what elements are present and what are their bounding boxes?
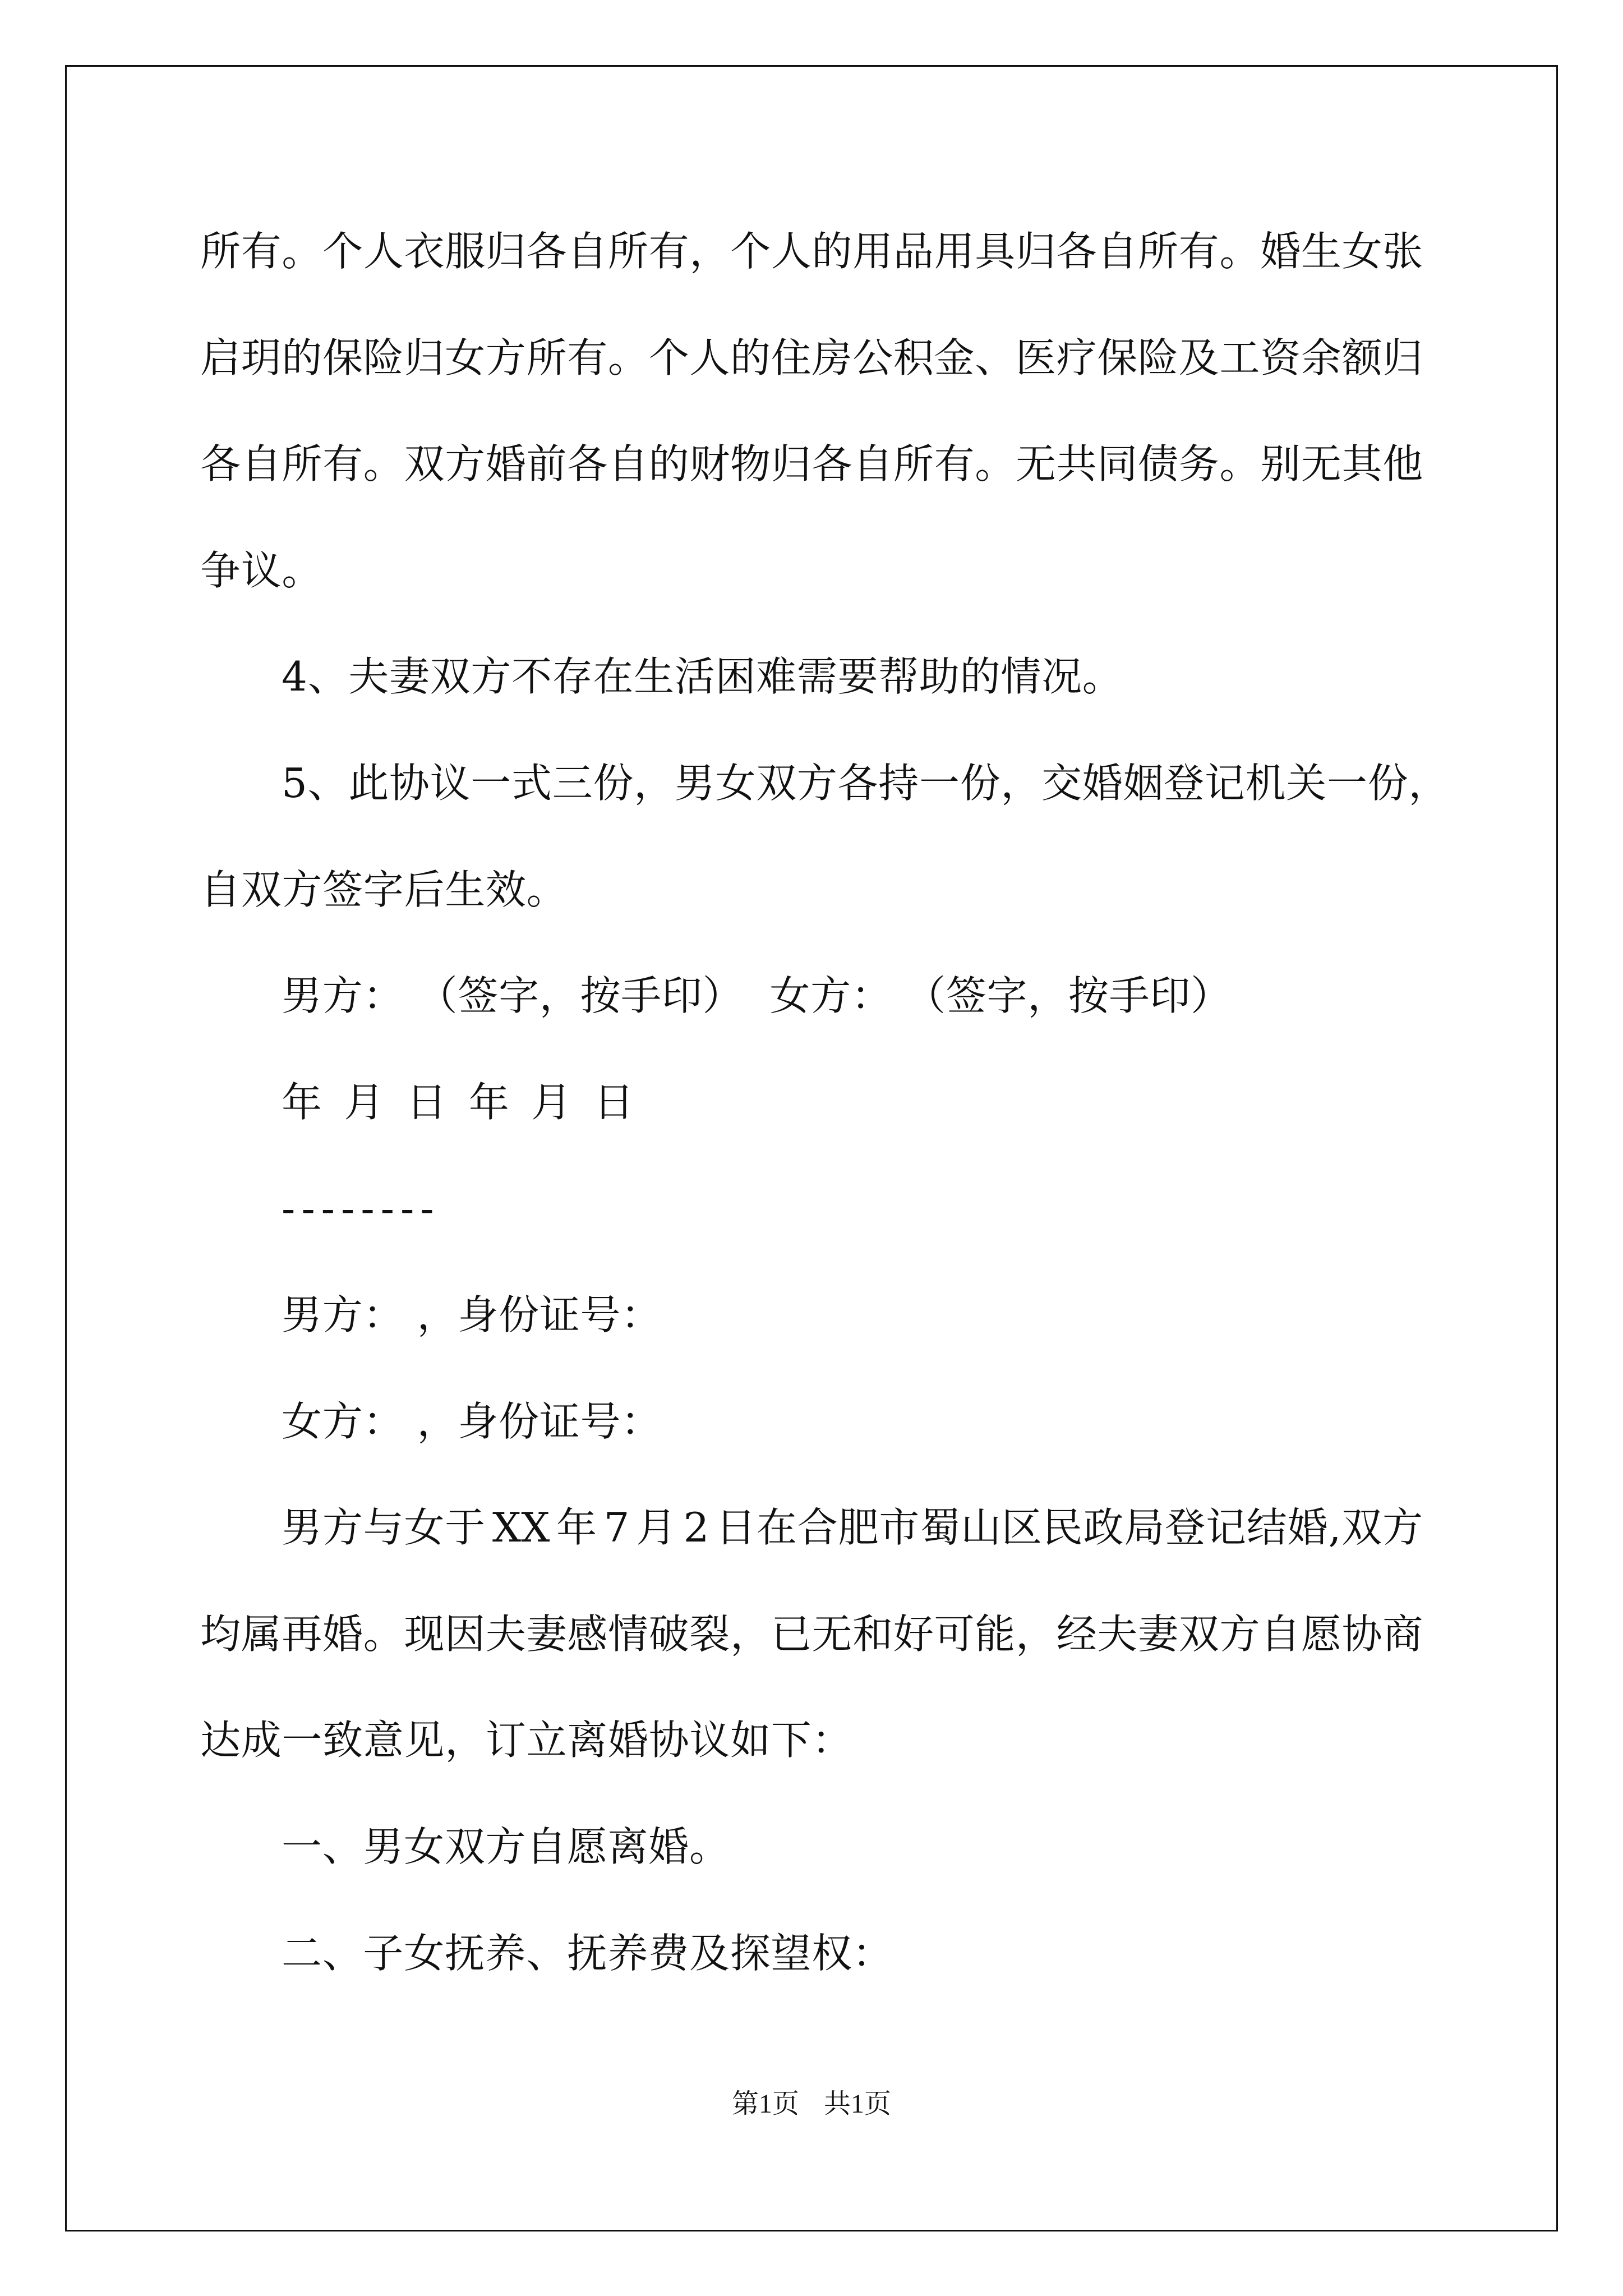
clause-5 [200,730,1450,943]
date-line [200,1050,1423,1156]
signature-line [200,943,1423,1050]
female-id-line [200,1369,1423,1475]
text-line: 女方： ，身份证号： [282,1397,662,1445]
text-line: 一、男女双方自愿离婚。 [282,1823,730,1870]
text-line: 争议。 [200,546,323,594]
text-line: 男方： （签字，按手印） 女方： （签字，按手印） [282,972,1232,1020]
text-line: 达成一致意见，订立离婚协议如下： [200,1717,853,1764]
text-line: 自双方签字后生效。 [200,866,568,913]
separator [200,1156,1423,1262]
text-line: 男方： ，身份证号： [282,1291,662,1338]
text-line: 年 月 日 年 月 日 [282,1078,635,1126]
clause-4 [200,624,1423,730]
text-line: 均属再婚。现因夫妻感情破裂，已无和好可能，经夫妻双方自愿协商 [200,1610,1424,1658]
text-line: 二、子女抚养、抚养费及探望权： [282,1929,893,1977]
male-id-line [200,1262,1423,1369]
document-body [200,199,1450,2007]
text-line: 男方与女于 XX 年 7 月 2 日在合肥市蜀山区民政局登记结婚,双方 [282,1504,1423,1552]
article-2-heading [200,1901,1423,2007]
article-1 [200,1794,1423,1901]
text-line: 5、此协议一式三份，男女双方各持一份，交婚姻登记机关一份， [282,759,1450,807]
preamble-paragraph [200,1475,1423,1794]
text-line: 各自所有。双方婚前各自的财物归各自所有。无共同债务。别无其他 [200,440,1424,488]
separator-dashes: -------- [282,1185,440,1232]
text-line: 所有。个人衣服归各自所有，个人的用品用具归各自所有。婚生女张 [200,228,1424,275]
paragraph-property-division-continued [200,199,1423,624]
text-line: 4、夫妻双方不存在生活困难需要帮助的情况。 [282,653,1123,701]
page-number-footer: 第1页 共1页 [731,2089,891,2119]
text-line: 启玥的保险归女方所有。个人的住房公积金、医疗保险及工资余额归 [200,334,1424,381]
